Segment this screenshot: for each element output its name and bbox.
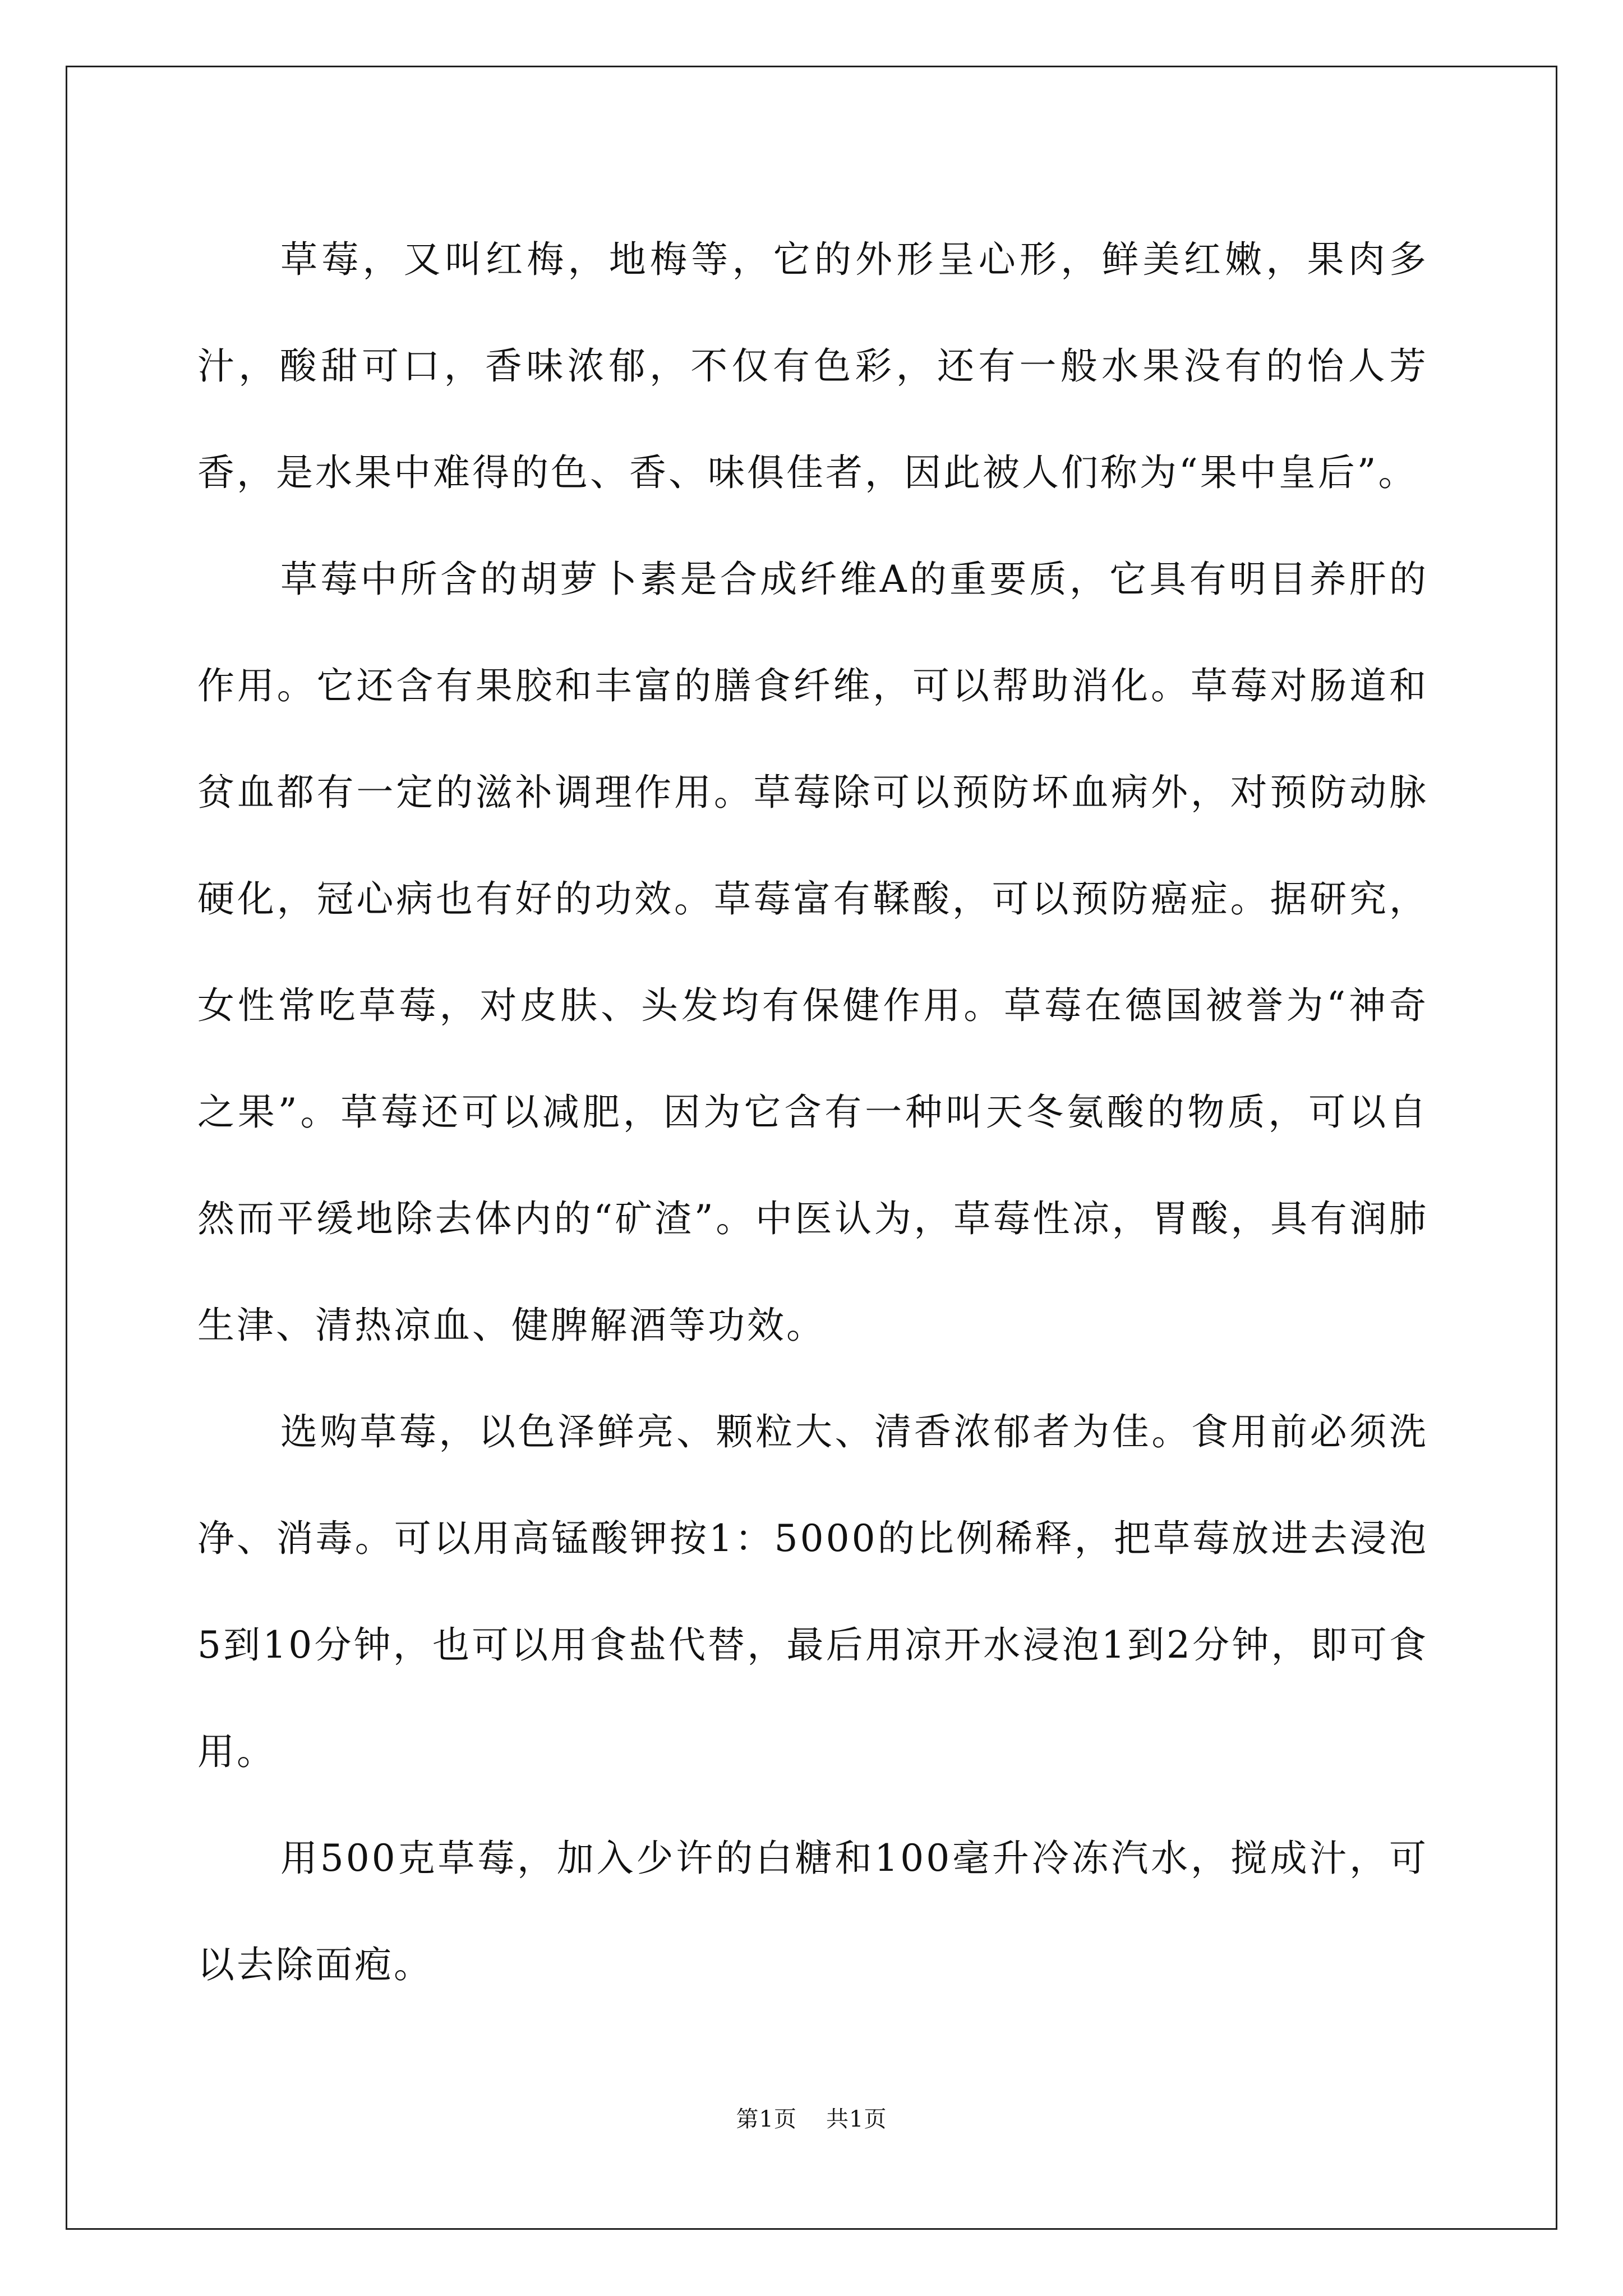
paragraph-intro: 草莓，又叫红梅，地梅等，它的外形呈心形，鲜美红嫩，果肉多汁，酸甜可口，香味浓郁，不仅有色彩，还有一般水果没有的怡人芳香，是水果中难得的色、香、味俱佳者，因此被人们称为“果中皇后”。: [197, 238, 1428, 494]
page-total: 共1页: [826, 2106, 887, 2132]
paragraph-selection: 选购草莓，以色泽鲜亮、颗粒大、清香浓郁者为佳。食用前必须洗净、消毒。可以用高锰酸钾按1：5000的比例稀释，把草莓放进去浸泡5到10分钟，也可以用食盐代替，最后用凉开水浸泡1到2分钟，即可食用。: [197, 1410, 1428, 1773]
paragraph-recipe: 用500克草莓，加入少许的白糖和100毫升冷冻汽水，搅成汁，可以去除面疱。: [197, 1837, 1428, 1986]
document-body: [197, 206, 1428, 2018]
page-number: 第1页: [736, 2106, 797, 2132]
page-footer: [0, 2101, 1623, 2133]
paragraph-nutrition: 草莓中所含的胡萝卜素是合成纤维A的重要质，它具有明目养肝的作用。它还含有果胶和丰富的膳食纤维，可以帮助消化。草莓对肠道和贫血都有一定的滋补调理作用。草莓除可以预防坏血病外，对预防动脉硬化，冠心病也有好的功效。草莓富有鞣酸，可以预防癌症。据研究，女性常吃草莓，对皮肤、头发均有保健作用。草莓在德国被誉为“神奇之果”。草莓还可以减肥，因为它含有一种叫天冬氨酸的物质，可以自然而平缓地除去体内的“矿渣”。中医认为，草莓性凉，胃酸，具有润肺生津、清热凉血、健脾解酒等功效。: [197, 558, 1428, 1347]
